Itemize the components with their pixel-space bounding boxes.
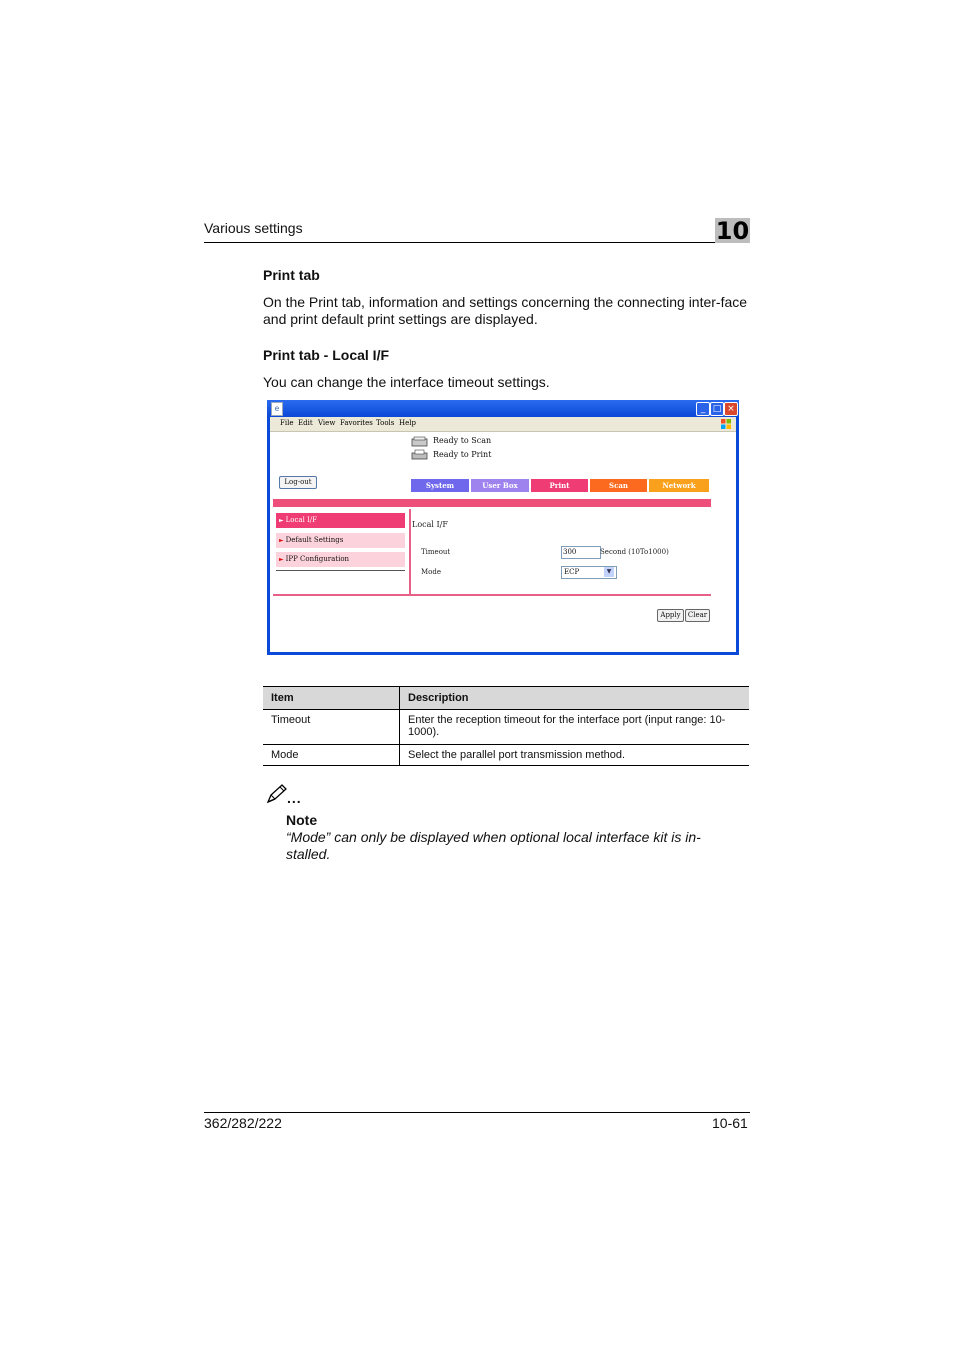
browser-window-screenshot xyxy=(267,400,739,655)
minimize-icon[interactable]: _ xyxy=(696,402,710,416)
tab-underline-bar xyxy=(273,499,711,507)
status-ready-to-print: Ready to Print xyxy=(433,450,492,459)
section-body-print-tab: On the Print tab, information and settings concerning the connecting inter-face and print default print settings are displayed. xyxy=(263,294,748,327)
section-heading-print-tab: Print tab xyxy=(263,267,320,283)
menu-favorites[interactable]: Favorites xyxy=(340,419,373,427)
item-description-table xyxy=(263,686,749,766)
table-header-row xyxy=(263,687,749,710)
sidebar-item-local-if[interactable] xyxy=(276,513,405,528)
sidebar-item-label: Default Settings xyxy=(285,536,344,544)
mode-label: Mode xyxy=(421,568,442,576)
scanner-status-icon xyxy=(411,436,428,448)
running-header-title: Various settings xyxy=(204,220,303,236)
vertical-divider xyxy=(409,509,411,595)
footer-rule xyxy=(204,1112,750,1113)
apply-button[interactable]: Apply xyxy=(657,609,684,622)
horizontal-divider xyxy=(273,594,711,596)
menu-help[interactable]: Help xyxy=(399,419,416,427)
logout-button[interactable]: Log-out xyxy=(279,476,317,489)
triangle-right-icon: ► xyxy=(279,517,284,524)
window-titlebar xyxy=(267,400,739,417)
tab-scan[interactable]: Scan xyxy=(590,479,647,492)
table-cell-item: Timeout xyxy=(263,710,400,745)
windows-logo-icon xyxy=(720,418,732,430)
sidebar-item-ipp-configuration[interactable] xyxy=(276,552,405,567)
tab-system[interactable]: System xyxy=(411,479,469,492)
note-text: “Mode” can only be displayed when optional local interface kit is in-stalled. xyxy=(286,829,701,862)
footer-model: 362/282/222 xyxy=(204,1115,282,1131)
sidebar-item-default-settings[interactable] xyxy=(276,533,405,548)
table-row xyxy=(263,710,749,745)
footer-page-number: 10-61 xyxy=(712,1115,748,1131)
table-row xyxy=(263,745,749,766)
sidebar-item-label: Local I/F xyxy=(285,516,318,524)
table-header-description: Description xyxy=(400,687,750,710)
tab-print[interactable]: Print xyxy=(531,479,588,492)
header-rule xyxy=(204,242,750,243)
menu-edit[interactable]: Edit xyxy=(298,419,313,427)
triangle-right-icon: ► xyxy=(279,537,284,544)
status-ready-to-scan: Ready to Scan xyxy=(433,436,492,445)
chevron-down-icon[interactable]: ▼ xyxy=(604,567,614,577)
note-dots: ... xyxy=(287,790,302,806)
close-icon[interactable]: × xyxy=(724,402,738,416)
timeout-label: Timeout xyxy=(421,548,451,556)
note-label: Note xyxy=(286,812,318,828)
triangle-right-icon: ► xyxy=(279,556,284,563)
table-header-item: Item xyxy=(263,687,400,710)
menu-view[interactable]: View xyxy=(318,419,336,427)
panel-title: Local I/F xyxy=(412,520,448,529)
tab-user-box[interactable]: User Box xyxy=(471,479,529,492)
sidebar-item-label: IPP Configuration xyxy=(285,555,350,563)
page-icon: e xyxy=(271,402,283,416)
section-body-local-if: You can change the interface timeout settings. xyxy=(263,374,550,390)
maximize-icon[interactable]: □ xyxy=(710,402,724,416)
printer-status-icon xyxy=(411,449,428,461)
browser-content xyxy=(270,417,736,652)
mode-select[interactable]: ECP xyxy=(561,566,617,579)
menu-tools[interactable]: Tools xyxy=(376,419,395,427)
table-cell-description: Enter the reception timeout for the interface port (input range: 10-1000). xyxy=(400,710,750,745)
tab-network[interactable]: Network xyxy=(649,479,709,492)
clear-button[interactable]: Clear xyxy=(685,609,710,622)
chapter-number: 10 xyxy=(715,217,750,245)
timeout-input[interactable]: 300 xyxy=(561,546,601,559)
table-cell-description: Select the parallel port transmission method. xyxy=(400,745,750,766)
section-heading-local-if: Print tab - Local I/F xyxy=(263,347,390,363)
menu-file[interactable]: File xyxy=(280,419,294,427)
pencil-note-icon xyxy=(265,783,289,805)
sidebar-divider xyxy=(276,570,405,571)
table-cell-item: Mode xyxy=(263,745,400,766)
timeout-unit-label: Second (10To1000) xyxy=(600,548,669,556)
menu-bar xyxy=(270,417,736,432)
